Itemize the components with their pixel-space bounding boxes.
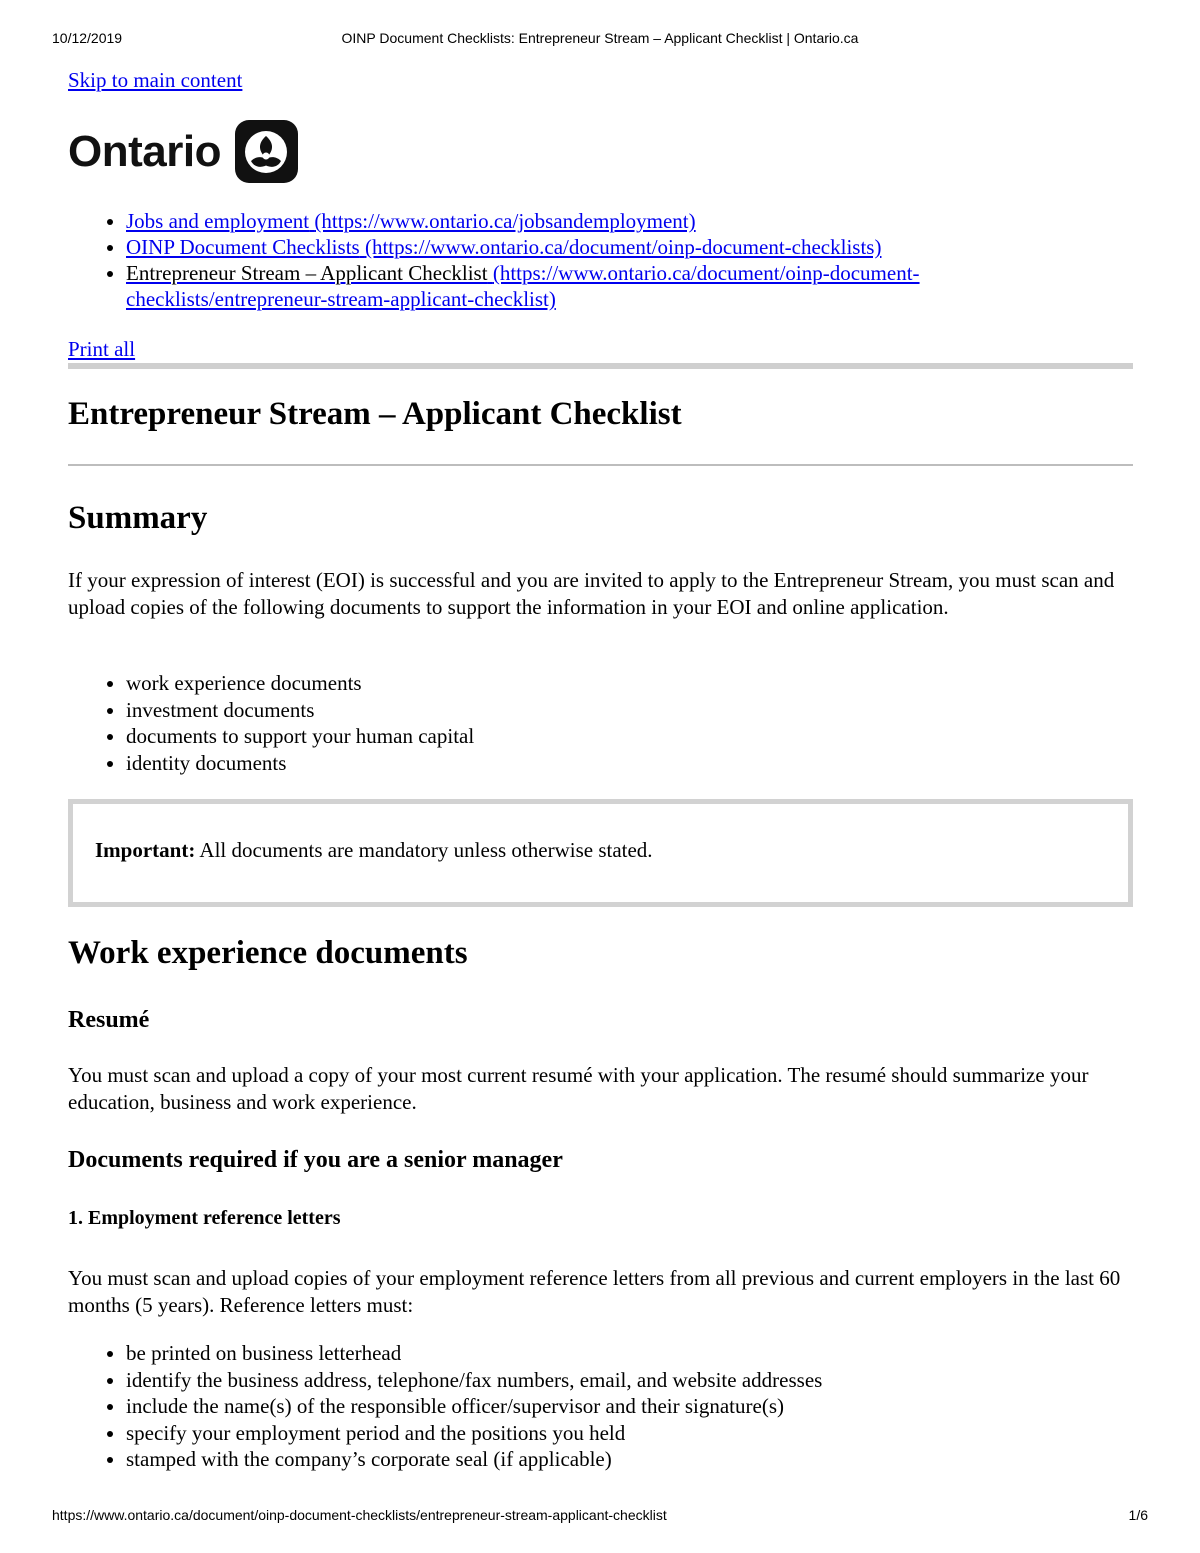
breadcrumb-item	[126, 208, 920, 234]
title-divider-top	[68, 363, 1133, 369]
list-item: • be printed on business letterhead	[126, 1340, 822, 1367]
work-experience-heading: Work experience documents	[68, 935, 468, 971]
important-label: Important:	[95, 838, 196, 862]
summary-intro: If your expression of interest (EOI) is successful and you are invited to apply to the Entrepreneur Stream, you must scan and upload copies of the following documents to support the information in your EOI and online application.	[68, 568, 1115, 619]
list-item: • identity documents	[126, 750, 474, 777]
page-title: Entrepreneur Stream – Applicant Checklist	[68, 396, 682, 432]
breadcrumb-link-oinp-checklists[interactable]: OINP Document Checklists (https://www.ontario.ca/document/oinp-document-checklists)	[126, 235, 882, 259]
breadcrumb	[68, 208, 920, 312]
summary-heading: Summary	[68, 500, 208, 536]
print-all-link[interactable]: Print all	[68, 337, 136, 361]
breadcrumb-item-current	[126, 260, 920, 312]
summary-list	[68, 670, 474, 776]
list-item: • specify your employment period and the positions you held	[126, 1420, 822, 1447]
list-item: • work experience documents	[126, 670, 474, 697]
reference-letters-heading: 1. Employment reference letters	[68, 1207, 341, 1229]
print-doc-title: OINP Document Checklists: Entrepreneur Stream – Applicant Checklist | Ontario.ca	[341, 30, 859, 46]
skip-to-main-link[interactable]: Skip to main content	[68, 68, 243, 92]
reference-letters-list	[68, 1340, 822, 1473]
list-item: • investment documents	[126, 697, 474, 724]
important-callout	[68, 799, 1133, 907]
logo-wordmark: Ontario	[68, 126, 221, 176]
breadcrumb-link-entrepreneur-stream[interactable]: Entrepreneur Stream – Applicant Checklist (https://www.ontario.ca/document/oinp-document- checklists/entrepreneur-stream-applicant-checklist)	[126, 261, 920, 311]
page-number: 1/6	[1128, 1507, 1148, 1523]
list-item: • stamped with the company’s corporate seal (if applicable)	[126, 1446, 822, 1473]
breadcrumb-link-jobs[interactable]: Jobs and employment (https://www.ontario.ca/jobsandemployment)	[126, 209, 696, 233]
breadcrumb-item	[126, 234, 920, 260]
important-text: All documents are mandatory unless otherwise stated.	[199, 838, 653, 862]
list-item: • include the name(s) of the responsible officer/supervisor and their signature(s)	[126, 1393, 822, 1420]
resume-heading: Resumé	[68, 1007, 150, 1033]
ontario-logo[interactable]	[68, 120, 298, 183]
print-date: 10/12/2019	[52, 30, 123, 46]
print-footer-url: https://www.ontario.ca/document/oinp-document-checklists/entrepreneur-stream-applicant-checklist	[52, 1507, 667, 1523]
list-item: • documents to support your human capital	[126, 723, 474, 750]
list-item: • identify the business address, telephone/fax numbers, email, and website addresses	[126, 1367, 822, 1394]
trillium-logo-icon	[235, 120, 298, 183]
resume-text: You must scan and upload a copy of your most current resumé with your application. The resumé should summarize your education, business and work experience.	[68, 1063, 1089, 1114]
reference-letters-text: You must scan and upload copies of your employment reference letters from all previous and current employers in the last 60 months (5 years). Reference letters must:	[68, 1266, 1121, 1317]
title-divider-bottom	[68, 464, 1133, 466]
senior-manager-heading: Documents required if you are a senior manager	[68, 1147, 563, 1173]
